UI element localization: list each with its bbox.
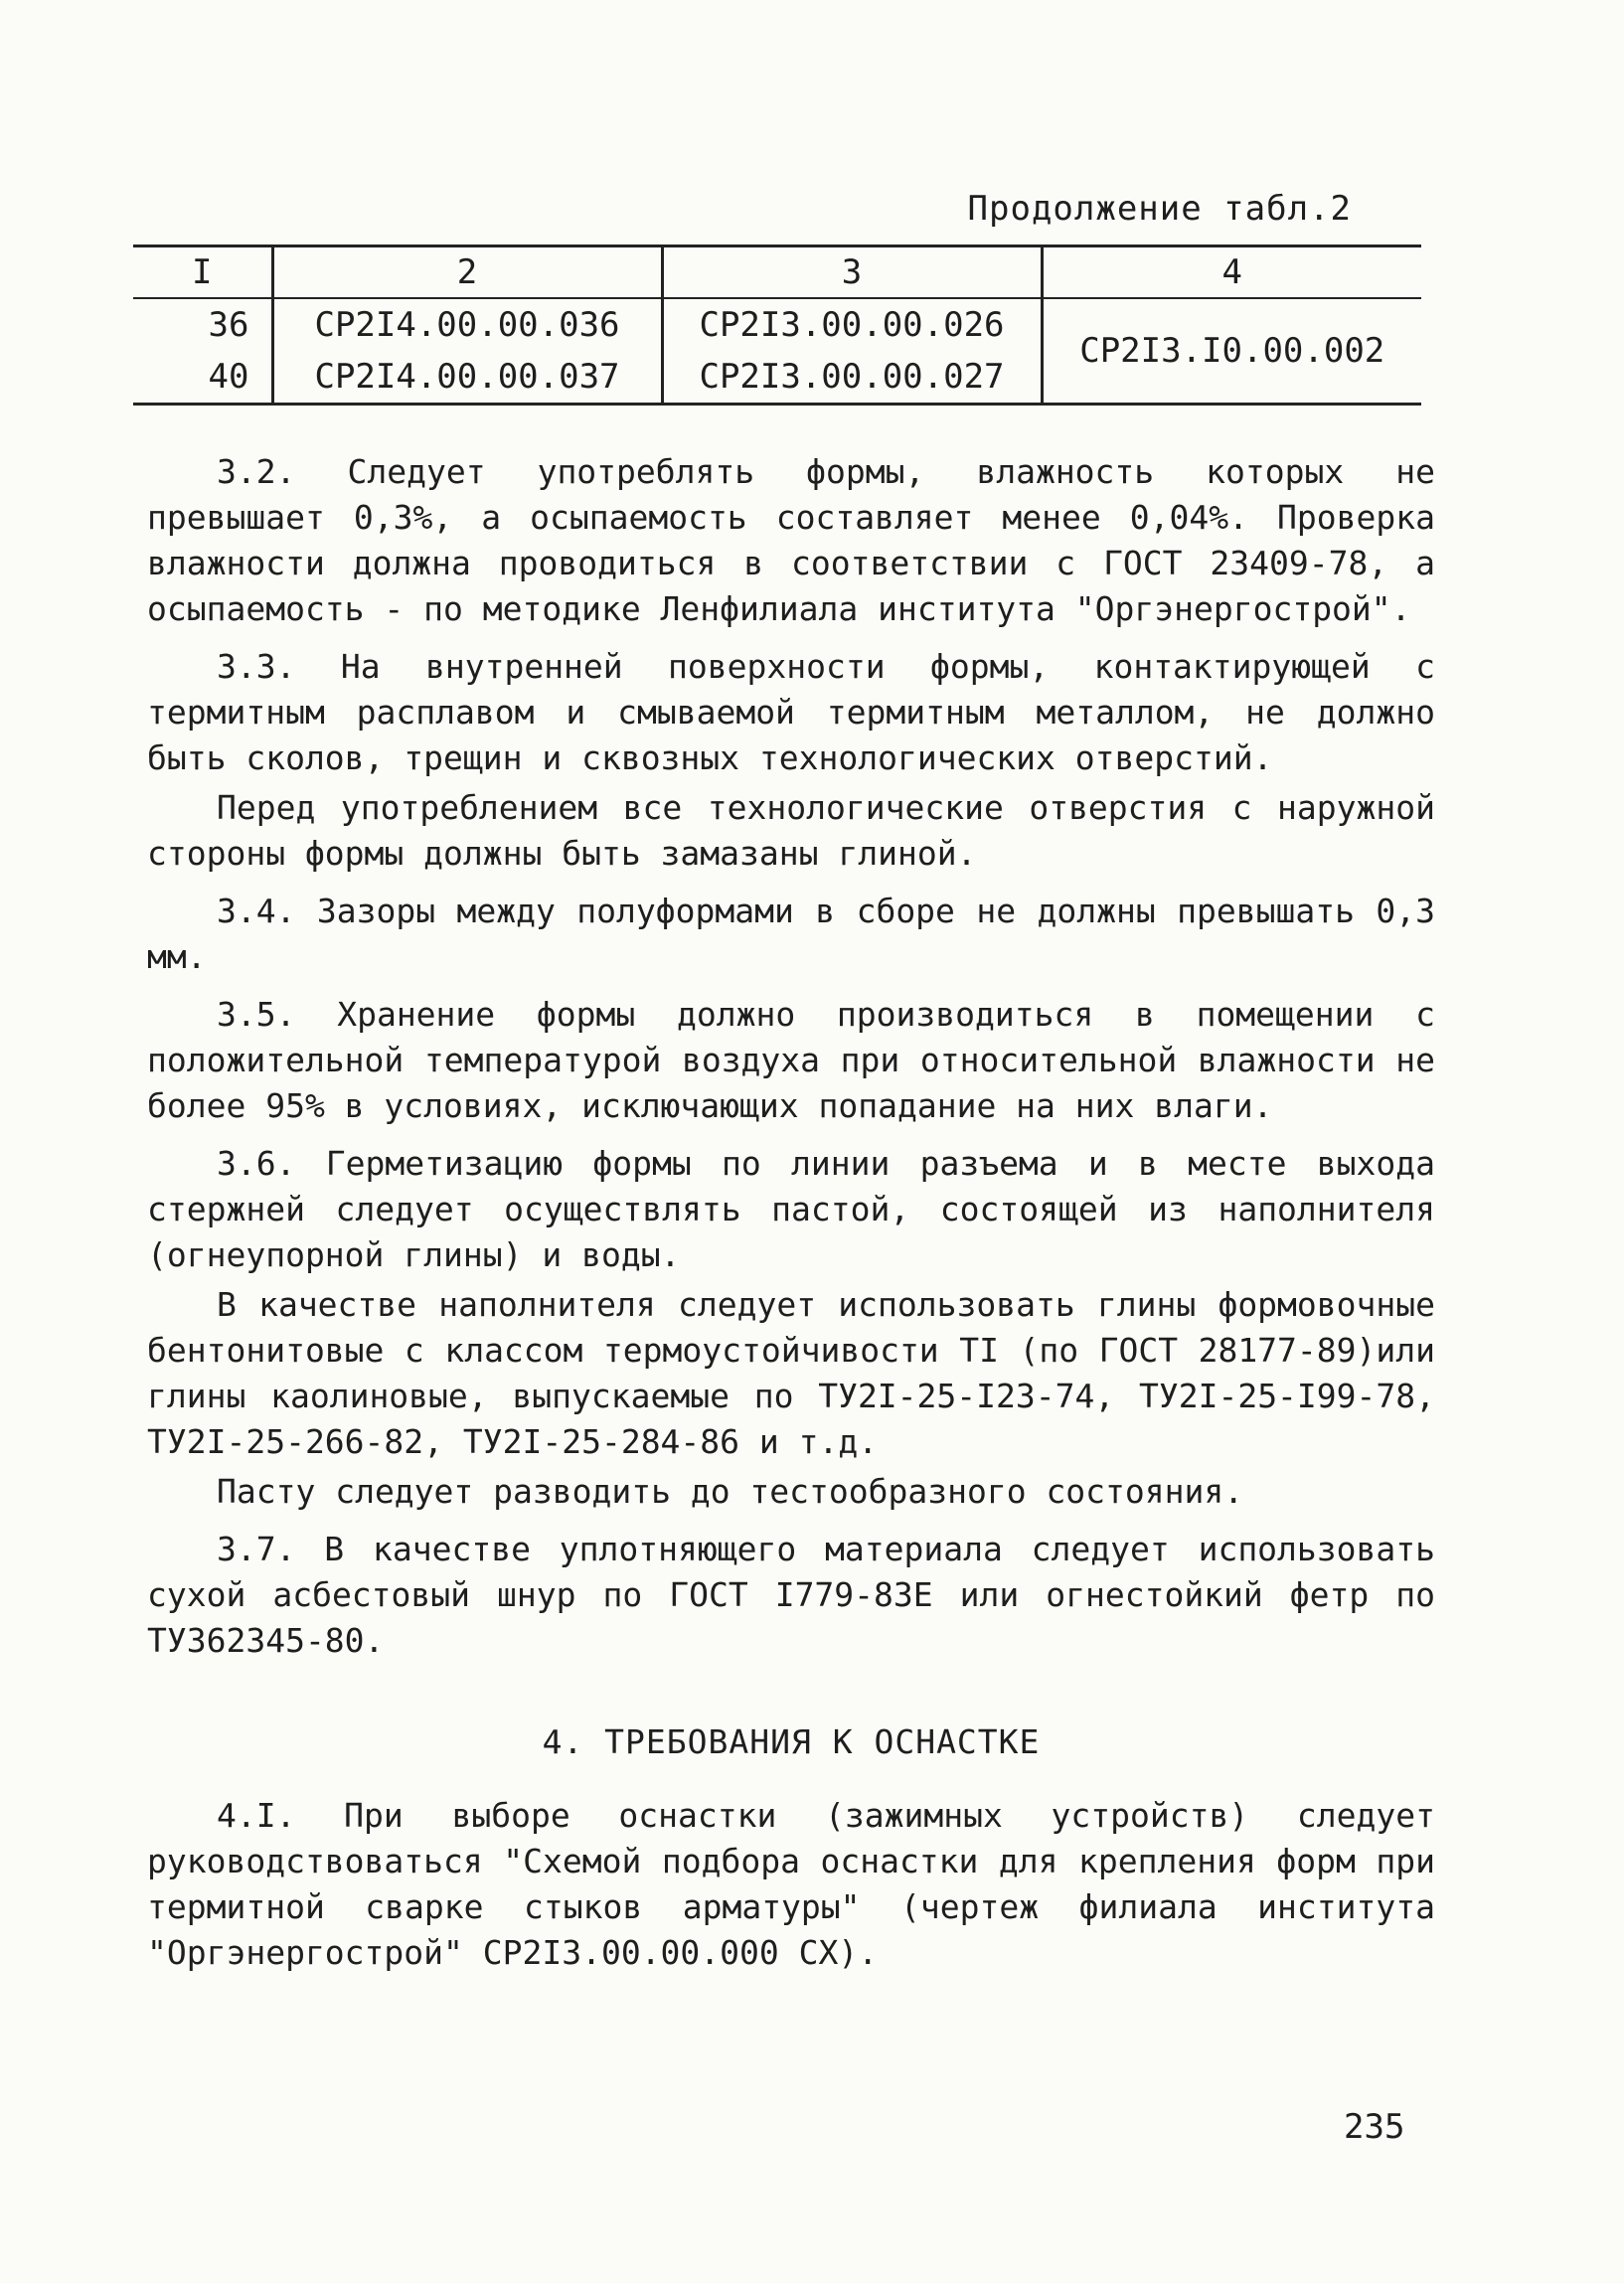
table-cell: 36 bbox=[208, 305, 249, 345]
paragraph-3-7: 3.7. В качестве уплотняющего материала следует использовать сухой асбестовый шнур по ГОСТ I779-83Е или огнестойкий фетр по ТУ362345-80. bbox=[147, 1530, 1435, 1660]
section-4-heading: 4. ТРЕБОВАНИЯ К ОСНАСТКЕ bbox=[542, 1722, 1041, 1761]
continuation-table bbox=[133, 245, 1421, 406]
paragraph-4-1: 4.I. При выборе оснастки (зажимных устройств) следует руководствоваться "Схемой подбора оснастки для крепления форм при термитной сварке стыков арматуры" (чертеж филиала института "Оргэнергострой" СР2I3.00.00.000 СХ). bbox=[147, 1796, 1435, 1972]
table-cell: СР2I3.00.00.027 bbox=[662, 351, 1042, 405]
paragraph-3-6-filler: В качестве наполнителя следует использовать глины формовочные бентонитовые с классом термоустойчивости TI (по ГОСТ 28177-89)или глины каолиновые, выпускаемые по ТУ2I-25-I23-74, ТУ2I-25-I99-78, ТУ2I-25-266-82, ТУ2I-25-284-86 и т.д. bbox=[147, 1285, 1435, 1461]
table-cell: СР2I4.00.00.036 bbox=[272, 298, 662, 351]
table-header-row bbox=[133, 246, 1421, 299]
table-cell: СР2I3.I0.00.002 bbox=[1042, 298, 1421, 405]
table-continuation-caption: Продолжение табл.2 bbox=[967, 189, 1352, 229]
document-body bbox=[147, 449, 1435, 1988]
table-header-cell: 4 bbox=[1042, 246, 1421, 299]
table-row bbox=[133, 298, 1421, 351]
table-cell: СР2I4.00.00.037 bbox=[272, 351, 662, 405]
table-cell: 40 bbox=[208, 357, 249, 397]
paragraph-3-3: 3.3. На внутренней поверхности формы, контактирующей с термитным расплавом и смываемой термитным металлом, не должно быть сколов, трещин и сквозных технологических отверстий. bbox=[147, 647, 1435, 777]
paragraph-3-4: 3.4. Зазоры между полуформами в сборе не должны превышать 0,3 мм. bbox=[147, 892, 1435, 976]
table-header-cell: 3 bbox=[662, 246, 1042, 299]
paragraph-3-3-note: Перед употреблением все технологические отверстия с наружной стороны формы должны быть замазаны глиной. bbox=[147, 788, 1435, 873]
table-header-cell: 2 bbox=[272, 246, 662, 299]
paragraph-3-2: 3.2. Следует употреблять формы, влажность которых не превышает 0,3%, а осыпаемость составляет менее 0,04%. Проверка влажности должна проводиться в соответствии с ГОСТ 23409-78, а осыпаемость - по методике Ленфилиала института "Оргэнергострой". bbox=[147, 452, 1435, 628]
table-cell: СР2I3.00.00.026 bbox=[662, 298, 1042, 351]
paragraph-3-6-paste: Пасту следует разводить до тестообразного состояния. bbox=[217, 1472, 1244, 1511]
paragraph-3-6: 3.6. Герметизацию формы по линии разъема и в месте выхода стержней следует осуществлять пастой, состоящей из наполнителя (огнеупорной глины) и воды. bbox=[147, 1144, 1435, 1274]
page-number: 235 bbox=[1344, 2107, 1405, 2147]
table-header-cell: I bbox=[133, 246, 272, 299]
paragraph-3-5: 3.5. Хранение формы должно производиться в помещении с положительной температурой воздуха при относительной влажности не более 95% в условиях, исключающих попадание на них влаги. bbox=[147, 995, 1435, 1125]
